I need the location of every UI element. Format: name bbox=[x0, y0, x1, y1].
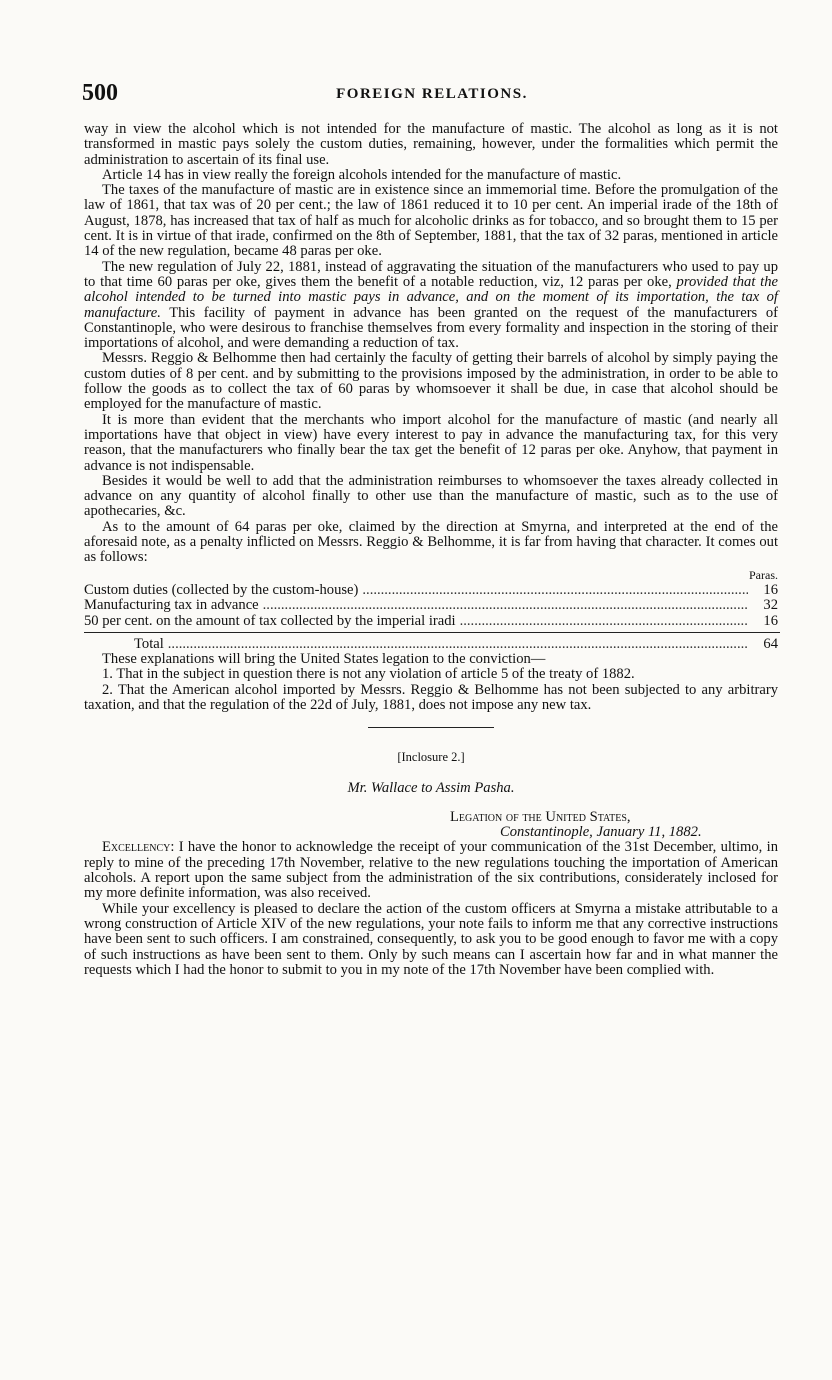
dot-leader bbox=[168, 637, 748, 652]
table-row bbox=[84, 614, 778, 629]
dot-leader bbox=[460, 614, 748, 629]
page-header bbox=[82, 80, 782, 110]
running-head: FOREIGN RELATIONS. bbox=[336, 86, 528, 102]
paras-table bbox=[84, 568, 778, 652]
section-divider bbox=[368, 727, 494, 728]
paragraph-reggio-belhomme: Messrs. Reggio & Belhomme then had certainly the faculty of getting their barrels of alcohol by simply paying the custom duties of 8 per cent. and by submitting to the provisions imposed by the administration, in order to be able to follow the goods as to collect the tax of 60 paras by whomsoever it shall be due, in case that alcohol should be employed for the manufacture of mastic. bbox=[84, 350, 778, 413]
total-label: Total bbox=[134, 635, 164, 652]
row-label: Manufacturing tax in advance bbox=[84, 597, 259, 614]
table-unit-header: Paras. bbox=[749, 567, 778, 582]
table-row bbox=[84, 583, 778, 598]
dateline bbox=[84, 810, 778, 841]
dot-leader bbox=[362, 583, 748, 598]
new-regulation-lead: The new regulation of July 22, 1881, instead of aggravating the situation of the manufacturers who used to pay up to that time 60 paras per oke, gives them the benefit of a notable reduction, viz, 12 paras per oke, bbox=[84, 258, 778, 290]
paragraph-amount-64: As to the amount of 64 paras per oke, claimed by the direction at Smyrna, and interpreted at the end of the aforesaid note, as a penalty inflicted on Messrs. Reggio & Belhomme, it is far from having that character. It comes out as follows: bbox=[84, 518, 778, 566]
document-body bbox=[84, 122, 778, 978]
new-regulation-proviso: provided that the alcohol intended to be turned into mastic pays in advance, and on the moment of its importation, the tax of manufacture. bbox=[84, 273, 778, 321]
paragraph-reimbursement: Besides it would be well to add that the administration reimburses to whomsoever the taxes already collected in advance on any quantity of alcohol finally to other use than the manufacture of mastic, such as to the use of apothecaries, &c. bbox=[84, 472, 778, 520]
paragraph-point-2: 2. That the American alcohol imported by Messrs. Reggio & Belhomme has not been subjected to any arbitrary taxation, and that the regulation of the 22d of July, 1881, does not impose any new tax. bbox=[84, 681, 778, 713]
total-row bbox=[84, 637, 778, 652]
new-regulation-tail: This facility of payment in advance has been granted on the request of the manufacturers of Constantinople, who were desirous to franchise themselves from every formality and inspection in the storing of their importations of alcohol, and were demanding a reduction of tax. bbox=[84, 304, 778, 352]
row-value: 16 bbox=[763, 612, 778, 629]
letter-paragraph-1 bbox=[84, 840, 778, 901]
dateline-legation: Legation of the United States, bbox=[450, 808, 631, 825]
letter-heading: Mr. Wallace to Assim Pasha. bbox=[347, 779, 515, 796]
row-label: Custom duties (collected by the custom-house) bbox=[84, 581, 359, 598]
row-value: 16 bbox=[763, 581, 778, 598]
salutation: Excellency: bbox=[102, 839, 175, 856]
paragraph-conviction: These explanations will bring the United States legation to the conviction— bbox=[102, 651, 546, 668]
page-number: 500 bbox=[82, 80, 118, 106]
letter-paragraph-1-text: I have the honor to acknowledge the receipt of your communication of the 31st December, ultimo, in reply to mine of the preceding 17th November, relative to the new regulations touching the importation of American alcohols. A report upon the same subject from the administration of the six contributions, considerately inclosed for my more definite information, was also received. bbox=[84, 839, 778, 902]
row-label: 50 per cent. on the amount of tax collected by the imperial iradi bbox=[84, 612, 456, 629]
row-value: 32 bbox=[763, 597, 778, 614]
total-rule bbox=[84, 632, 780, 633]
inclosure-label: [Inclosure 2.] bbox=[397, 750, 465, 765]
paragraph-article-14: Article 14 has in view really the foreign alcohols intended for the manufacture of mastic. bbox=[102, 166, 622, 183]
paragraph-taxes-history: The taxes of the manufacture of mastic are in existence since an immemorial time. Before the promulgation of the law of 1861, that tax was of 20 per cent.; the law of 1861 reduced it to 10 per cent. An imperial irade of the 18th of August, 1878, has increased that tax of half as much for alcoholic drinks as for tobacco, and so brought them to 15 per cent. It is in virtue of that irade, confirmed on the 8th of September, 1881, that the tax of 32 paras, mentioned in article 14 of the new regulation, became 48 paras per oke. bbox=[84, 182, 778, 260]
paragraph-continuation: way in view the alcohol which is not intended for the manufacture of mastic. The alcohol as long as it is not transformed in mastic pays solely the custom duties, remaining, however, under the formalities which permit the administration to ascertain of its final use. bbox=[84, 121, 778, 168]
total-value: 64 bbox=[763, 635, 778, 652]
paragraph-new-regulation bbox=[84, 260, 778, 352]
table-row bbox=[84, 598, 778, 613]
dateline-place-date: Constantinople, January 11, 1882. bbox=[500, 824, 702, 841]
dot-leader bbox=[263, 598, 748, 613]
paragraph-point-1: 1. That in the subject in question there is not any violation of article 5 of the treaty of 1882. bbox=[102, 666, 635, 683]
letter-paragraph-2: While your excellency is pleased to declare the action of the custom officers at Smyrna a mistake attributable to a wrong construction of Article XIV of the new regulations, your note fails to inform me that any corrective instructions have been sent to such officers. I am constrained, consequently, to ask you to be good enough to favor me with a copy of such instructions as have been sent to them. Only by such means can I ascertain how far and in what manner the requests which I had the honor to submit to you in my note of the 17th November have been complied with. bbox=[84, 900, 778, 978]
paragraph-merchants: It is more than evident that the merchants who import alcohol for the manufacture of mastic (and nearly all importations have that object in view) have every interest to pay in advance the manufacturing tax, for this very reason, that the manufacturers who finally bear the tax get the benefit of 12 paras per oke. Anyhow, that payment in advance is not indispensable. bbox=[84, 411, 778, 474]
